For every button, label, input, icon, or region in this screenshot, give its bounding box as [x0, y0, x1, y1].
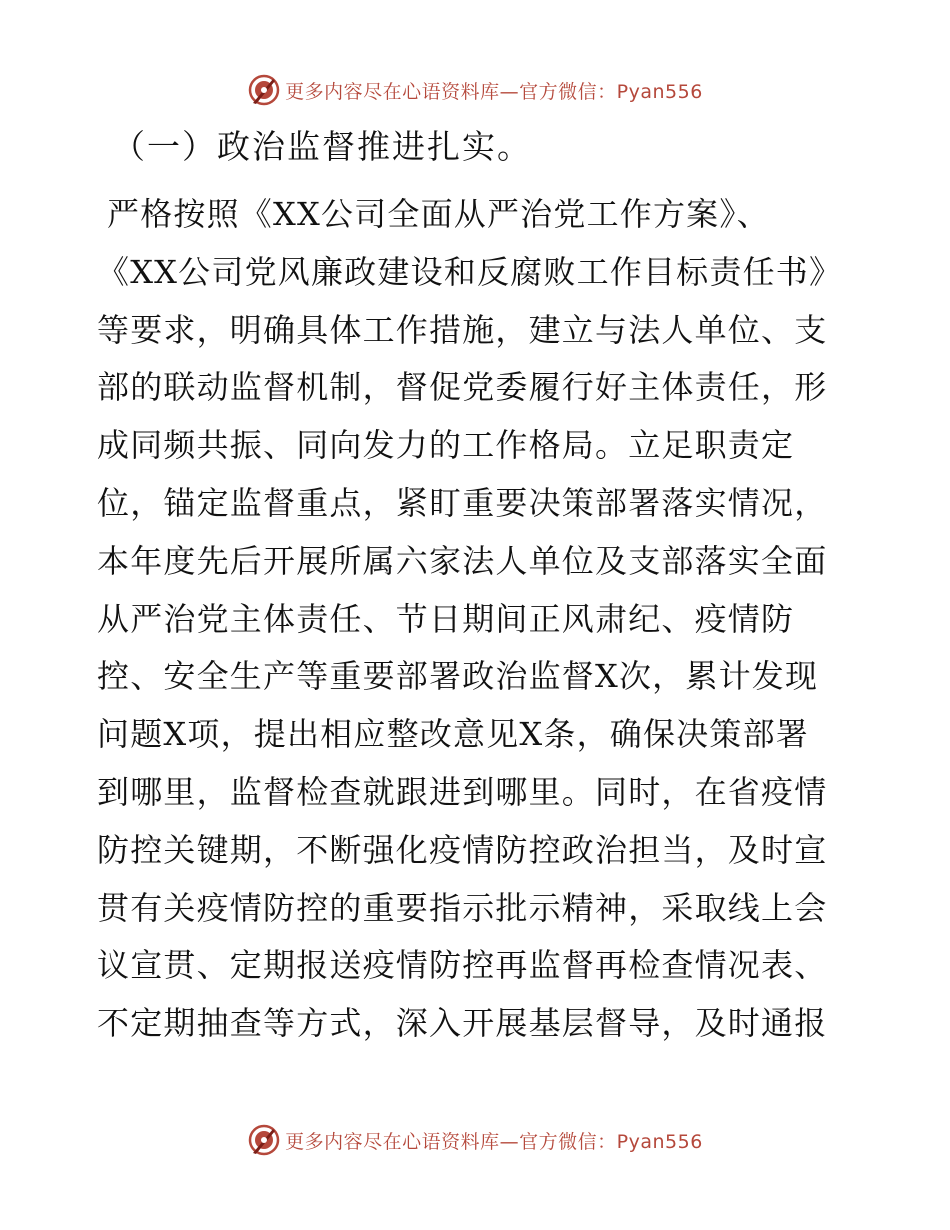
quill-seal-logo-icon: [247, 73, 281, 107]
paragraph-line: 《XX公司党风廉政建设和反腐败工作目标责任书》: [97, 252, 843, 291]
paragraph-line: 成同频共振、同向发力的工作格局。立足职责定: [97, 426, 795, 465]
section-heading: （一）政治监督推进扎实。: [112, 127, 532, 166]
watermark-text: 更多内容尽在心语资料库—官方微信：Pyan556: [285, 80, 703, 103]
paragraph-line: 不定期抽查等方式，深入开展基层督导，及时通报: [97, 1004, 828, 1043]
paragraph-line: 从严治党主体责任、节日期间正风肃纪、疫情防: [97, 599, 795, 638]
paragraph-line: 贯有关疫情防控的重要指示批示精神，采取线上会: [97, 888, 828, 927]
body-paragraph: [97, 186, 857, 1053]
paragraph-line: 部的联动监督机制，督促党委履行好主体责任，形: [97, 368, 828, 407]
footer-watermark-banner: [0, 1120, 950, 1160]
paragraph-line: 问题X项，提出相应整改意见X条，确保决策部署: [97, 715, 809, 754]
quill-seal-logo-icon: [247, 1123, 281, 1157]
watermark-text: 更多内容尽在心语资料库—官方微信：Pyan556: [285, 1130, 703, 1153]
paragraph-line: 严格按照《XX公司全面从严治党工作方案》、: [107, 195, 770, 233]
paragraph-line: 本年度先后开展所属六家法人单位及支部落实全面: [97, 541, 828, 580]
paragraph-line: 控、安全生产等重要部署政治监督X次，累计发现: [97, 657, 819, 696]
paragraph-line: 到哪里，监督检查就跟进到哪里。同时，在省疫情: [97, 772, 828, 811]
paragraph-line: 等要求，明确具体工作措施，建立与法人单位、支: [97, 310, 828, 349]
paragraph-line: 位，锚定监督重点，紧盯重要决策部署落实情况，: [97, 483, 828, 522]
paragraph-line: 议宣贯、定期报送疫情防控再监督再检查情况表、: [97, 946, 828, 985]
header-watermark-banner: [0, 70, 950, 110]
paragraph-line: 防控关键期，不断强化疫情防控政治担当，及时宣: [97, 830, 828, 869]
